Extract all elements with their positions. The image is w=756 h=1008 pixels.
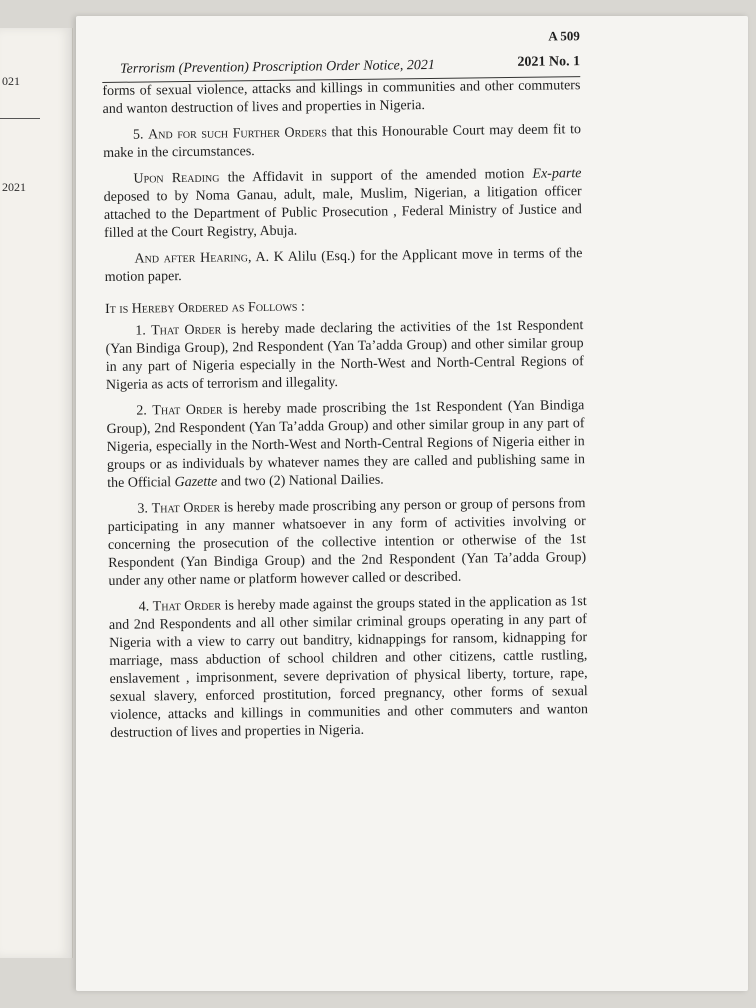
upon-reading-text-1: the Affidavit in support of the amended motion bbox=[227, 166, 525, 186]
order-1-text: is hereby made declaring the activities of the 1st Respondent (Yan Bindiga Group), 2nd Respondent (Yan Ta’adda Group) and other similar group in any part of Nigeria especially in the North-West and North-Central Regions of Nigeria as acts of terrorism and illegality. bbox=[105, 318, 584, 393]
order-4-lead: That Order bbox=[152, 598, 222, 615]
page-content bbox=[102, 28, 589, 743]
order-4-text: is hereby made against the groups stated in the application as 1st and 2nd Respondents and all other similar criminal groups operating in any part of Nigeria with a view to carry out banditry, kidnappings for ransom, kidnapping for marriage, mass abduction of school children and other citizens, cattle rustling, enslavement , imprisonment, severe deprivation of physical liberty, torture, rape, sexual slavery, enforced prostitution, forced pregnancy, other forms of sexual violence, attacks and killings in communities and other commuters and wanton destruction of lives and properties in Nigeria. bbox=[108, 594, 589, 741]
paragraph-5-text: that this Honourable Court may deem fit to make in the circumstances. bbox=[103, 122, 582, 161]
header-notice-number: 2021 No. 1 bbox=[517, 54, 581, 70]
upon-reading-text-2: deposed to by Noma Ganau, adult, male, Muslim, Nigerian, a litigation officer attached to the Department of Public Prosecution , Federal Ministry of Justice and filled at the Court Registry, Abuja. bbox=[103, 184, 582, 241]
ordered-heading: It is Hereby Ordered as Follows : bbox=[104, 299, 305, 317]
order-3-number: 3. bbox=[137, 501, 149, 517]
order-2-text-2: and two (2) National Dailies. bbox=[220, 472, 384, 490]
header-title: Terrorism (Prevention) Proscription Order Notice, 2021 bbox=[120, 57, 435, 77]
after-hearing-text: A. K Alilu (Esq.) for the Applicant move in terms of the motion paper. bbox=[104, 246, 583, 285]
order-3-lead: That Order bbox=[151, 500, 221, 517]
paragraph-5-lead: And for such Further Orders bbox=[147, 125, 327, 143]
paragraph-5 bbox=[103, 121, 581, 163]
left-page-margin-fragment: 2021 bbox=[2, 180, 26, 194]
continuation-paragraph: forms of sexual violence, attacks and killings in communities and other commuters and wanton destruction of lives and properties in Nigeria. bbox=[102, 78, 581, 117]
upon-reading-paragraph bbox=[103, 165, 582, 243]
order-1-number: 1. bbox=[135, 323, 146, 339]
paragraph-5-number: 5. bbox=[132, 127, 144, 143]
upon-reading-lead: Upon Reading bbox=[133, 170, 220, 187]
after-hearing-paragraph bbox=[104, 245, 582, 287]
order-3 bbox=[107, 495, 586, 591]
document-page bbox=[76, 16, 748, 991]
order-2-italic: Gazette bbox=[174, 474, 218, 491]
order-3-text: is hereby made proscribing any person or group of persons from participating in any manner whatsoever in any form of activities involving or concerning the prosecution of the collective intention or otherwise of the 1st Respondent (Yan Bindiga Group) and the 2nd Respondent (Yan Ta’adda Group) under any other name or platform however called or described. bbox=[107, 496, 587, 589]
page-number: A 509 bbox=[548, 28, 580, 44]
order-2-text-1: is hereby made proscribing the 1st Respondent (Yan Bindiga Group), 2nd Respondent (Yan Ta’adda Group) and other similar group in any part of Nigeria, especially in the North-West and North-Central Regions of Nigeria either in groups or as individuals by whatever names they are called and publishing same in the Official bbox=[106, 398, 586, 491]
order-2-lead: That Order bbox=[152, 402, 223, 419]
left-page-rule bbox=[0, 118, 40, 119]
left-page-header-fragment: 021 bbox=[2, 74, 20, 88]
order-1-lead: That Order bbox=[151, 322, 222, 339]
order-4-number: 4. bbox=[138, 599, 150, 615]
after-hearing-lead: And after Hearing, bbox=[134, 250, 252, 267]
facing-page bbox=[0, 28, 73, 958]
upon-reading-italic: Ex-parte bbox=[532, 166, 582, 182]
order-2-number: 2. bbox=[136, 403, 147, 419]
order-4 bbox=[109, 593, 589, 743]
order-2 bbox=[106, 397, 585, 493]
order-1 bbox=[105, 317, 584, 395]
